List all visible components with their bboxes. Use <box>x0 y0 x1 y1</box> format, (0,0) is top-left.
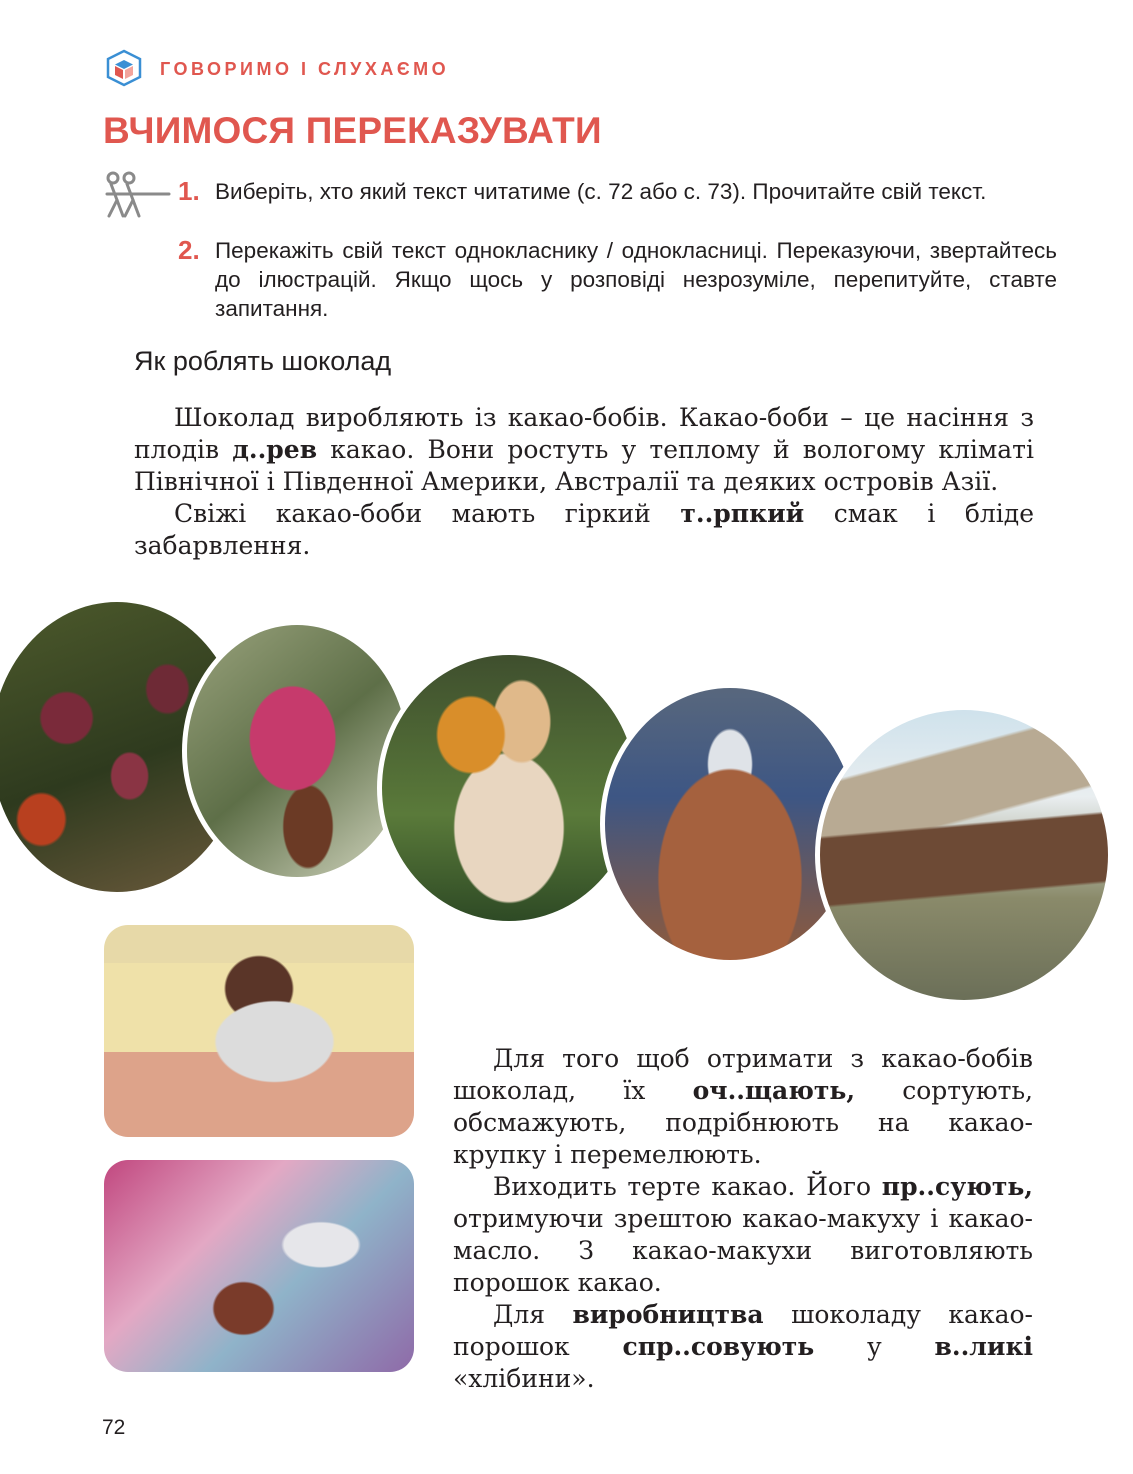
task-number: 1. <box>178 176 200 206</box>
task-number: 2. <box>178 235 200 265</box>
paragraph: Свіжі какао-боби мають гіркий т..рпкий смак і бліде забарвлення. <box>134 499 1034 560</box>
page-number: 72 <box>102 1416 126 1439</box>
paragraph: Виходить терте какао. Його пр..сують, отримуючи зрештою какао-макуху і какао-масло. З какао-макухи виготовляють порошок какао. <box>453 1172 1033 1297</box>
dice-cube-icon <box>104 48 144 88</box>
cacao-beans-photo <box>377 650 641 926</box>
page-title: ВЧИМОСЯ ПЕРЕКАЗУВАТИ <box>103 110 602 151</box>
task-text: Виберіть, хто який текст читатиме (с. 72 або с. 73). Прочитайте свій текст. <box>215 179 987 204</box>
paragraph: Шоколад виробляють із какао-бобів. Какао-боби – це насіння з плодів д..рев какао. Вони ростуть у теплому й вологому кліматі Північної і Південної Америки, Австралії та деяких островів Азії. <box>134 403 1034 496</box>
task-item <box>178 177 1058 237</box>
grinder-illustration <box>104 925 414 1137</box>
text-block <box>453 1043 1033 1395</box>
task-item <box>178 236 1058 326</box>
section-label: ГОВОРИМО І СЛУХАЄМО <box>160 59 450 79</box>
paragraph: Для виробництва шоколаду какао-порошок спр..совують у в..ликі «хлібини». <box>453 1300 1033 1393</box>
tug-of-war-icon <box>103 170 171 224</box>
drying-racks-photo <box>815 705 1113 1005</box>
factory-illustration <box>104 1160 414 1372</box>
cacao-pod-photo <box>182 620 412 882</box>
text-block <box>134 402 1034 562</box>
paragraph: Для того щоб отримати з какао-бобів шоколад, їх оч..щають, сортують, обсмажують, подрібнюють на какао-крупку і перемелюють. <box>453 1044 1033 1169</box>
task-text: Перекажіть свій текст однокласнику / однокласниці. Переказуючи, звертайтесь до ілюстрацій. Якщо щось у розповіді незрозуміле, перепитуйте, ставте запитання. <box>215 238 1057 321</box>
section-subtitle: Як роблять шоколад <box>134 346 392 376</box>
